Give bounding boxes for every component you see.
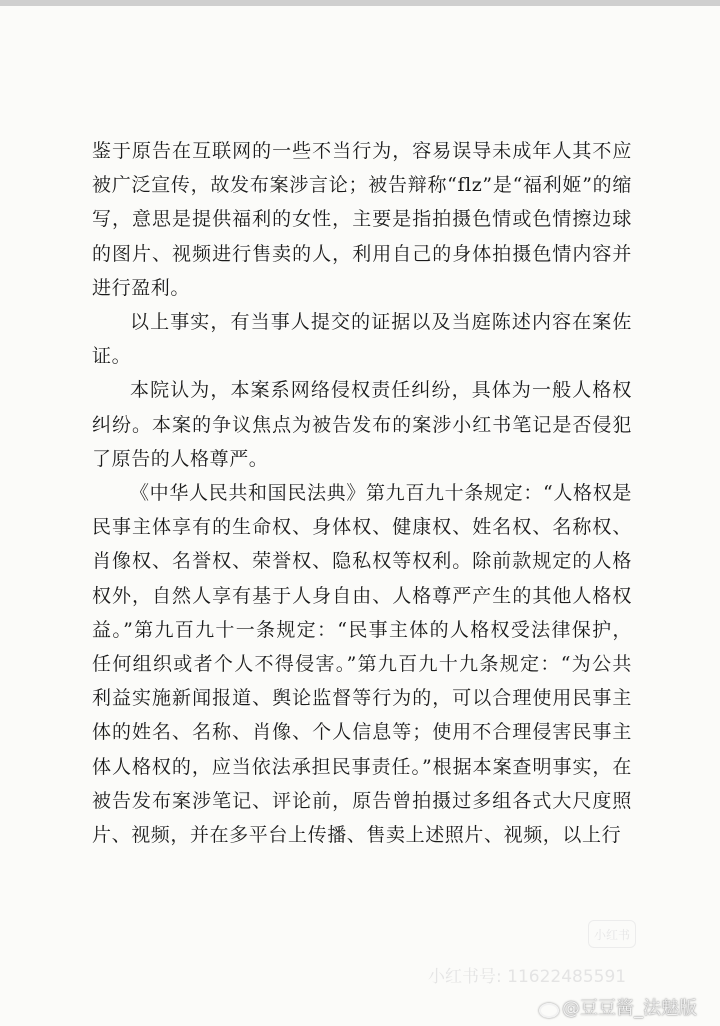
- weibo-icon: [538, 999, 558, 1015]
- document-body: [92, 134, 632, 852]
- xiaohongshu-id-watermark: 小红书号: 11622485591: [428, 967, 627, 987]
- paragraph-1: 鉴于原告在互联网的一些不当行为，容易误导未成年人其不应被广泛宣传，故发布案涉言论；被告辩称“flz”是“福利姬”的缩写，意思是提供福利的女性，主要是指拍摄色情或色情擦边球的图片、视频进行售卖的人，利用自己的身体拍摄色情内容并进行盈利。: [92, 140, 632, 299]
- paragraph-3: 本院认为，本案系网络侵权责任纠纷，具体为一般人格权纠纷。本案的争议焦点为被告发布的案涉小红书笔记是否侵犯了原告的人格尊严。: [92, 379, 632, 470]
- document-page: [0, 6, 720, 1026]
- xiaohongshu-watermark-badge: 小红书: [588, 920, 636, 948]
- weibo-handle: @豆豆酱_法魅版: [562, 998, 697, 1019]
- weibo-watermark: [538, 994, 697, 1020]
- paragraph-4: 《中华人民共和国民法典》第九百九十条规定：“人格权是民事主体享有的生命权、身体权、健康权、姓名权、名称权、肖像权、名誉权、荣誉权、隐私权等权利。除前款规定的人格权外，自然人享有基于人身自由、人格尊严产生的其他人格权益。”第九百九十一条规定：“民事主体的人格权受法律保护，任何组织或者个人不得侵害。”第九百九十九条规定：“为公共利益实施新闻报道、舆论监督等行为的，可以合理使用民事主体的姓名、名称、肖像、个人信息等；使用不合理侵害民事主体人格权的，应当依法承担民事责任。”根据本案查明事实，在被告发布案涉笔记、评论前，原告曾拍摄过多组各式大尺度照片、视频，并在多平台上传播、售卖上述照片、视频，以上行: [92, 482, 632, 847]
- paragraph-2: 以上事实，有当事人提交的证据以及当庭陈述内容在案佐证。: [92, 311, 632, 368]
